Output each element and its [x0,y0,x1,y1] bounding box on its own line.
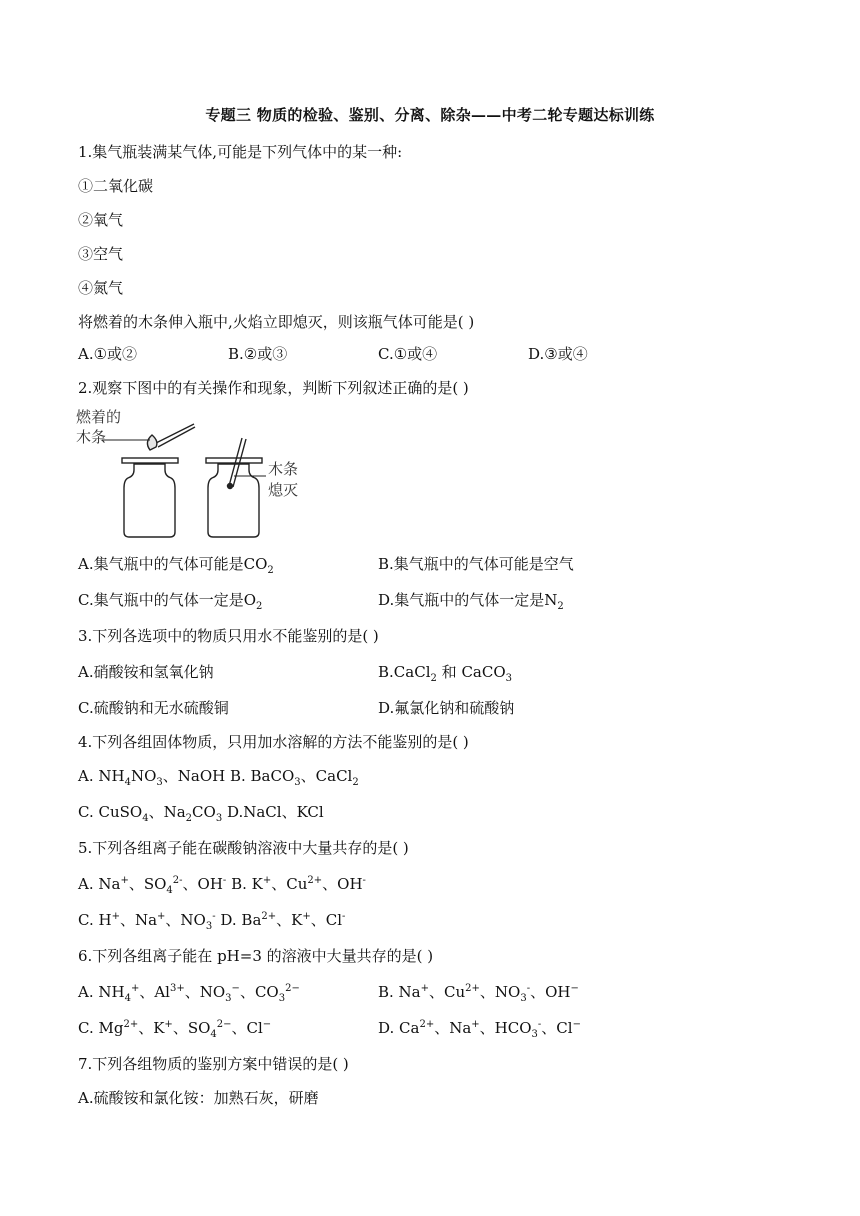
q5-option-cd: C. H+、Na+、$NO_3^-$ D. $Ba^{2+}$、K+、Cl- [78,911,346,932]
q3-option-b: B.CaCl$_2$ 和 CaCO$_3$ [378,663,513,684]
q2-option-d: D.集气瓶中的气体一定是$N_2$ [378,591,564,612]
q7-option-a: A.硫酸铵和氯化铵：加熟石灰，研磨 [78,1089,319,1107]
q1-item-2: ②氧气 [78,211,124,229]
q2-option-b: B.集气瓶中的气体可能是空气 [378,555,574,573]
right-bottle-plate [206,458,262,463]
q1-option-a: A.①或② [78,345,138,363]
q1-option-b: B.②或③ [228,345,288,363]
left-bottle [124,464,175,537]
q2-stem: 2.观察下图中的有关操作和现象，判断下列叙述正确的是( ) [78,379,469,397]
q1-option-c: C.①或④ [378,345,438,363]
q6-option-d: D. $Ca^{2+}$、Na+、$HCO_3^-$、Cl− [378,1019,581,1040]
q4-option-ab: A. $NH_4NO_3$、NaOH B. BaCO$_3$、CaCl$_2$ [78,767,359,788]
q1-option-d: D.③或④ [528,345,588,363]
q2-option-a: A.集气瓶中的气体可能是$CO_2$ [78,555,274,576]
q3-option-c: C.硫酸钠和无水硫酸铜 [78,699,229,717]
q3-option-a: A.硝酸铵和氢氧化钠 [78,663,214,681]
q1-stem: 1.集气瓶装满某气体,可能是下列气体中的某一种: [78,143,403,161]
q3-option-d: D.氟氯化钠和硫酸钠 [378,699,515,717]
burning-splint [156,424,194,443]
page-title: 专题三 物质的检验、鉴别、分离、除杂——中考二轮专题达标训练 [205,106,655,124]
left-bottle-plate [122,458,178,463]
label-extinguished-2: 熄灭 [268,482,299,499]
right-bottle [208,464,259,537]
q5-stem: 5.下列各组离子能在碳酸钠溶液中大量共存的是( ) [78,839,409,857]
q6-option-a: A. $NH_4^+$、$Al^{3+}$、$NO_3^-$、$CO_3^{2-}$ [78,983,300,1004]
q1-question: 将燃着的木条伸入瓶中,火焰立即熄灭，则该瓶气体可能是( ) [78,313,475,331]
q6-option-c: C. $Mg^{2+}$、K+、$SO_4^{2-}$、Cl− [78,1019,272,1040]
q4-stem: 4.下列各组固体物质，只用加水溶解的方法不能鉴别的是( ) [78,733,469,751]
q2-option-c: C.集气瓶中的气体一定是$O_2$ [78,591,263,612]
q7-stem: 7.下列各组物质的鉴别方案中错误的是( ) [78,1055,349,1073]
gas-bottle-figure [74,404,314,544]
q6-option-b: B. Na+、$Cu^{2+}$、$NO_3^-$、OH− [378,983,579,1004]
label-extinguished-1: 木条 [268,461,299,478]
q1-item-4: ④氮气 [78,279,124,297]
label-burning-1: 燃着的 [76,409,122,426]
q3-stem: 3.下列各选项中的物质只用水不能鉴别的是( ) [78,627,379,645]
q6-stem: 6.下列各组离子能在 pH=3 的溶液中大量共存的是( ) [78,947,434,965]
q1-item-3: ③空气 [78,245,124,263]
flame [147,435,156,450]
label-burning-2: 木条 [76,429,107,446]
q4-option-cd: C. CuSO$_4$、$Na_2CO_3$ D.NaCl、KCl [78,803,324,824]
q1-item-1: ①二氧化碳 [78,177,154,195]
q5-option-ab: A. Na+、$SO_4^{2-}$、OH- B. K+、$Cu^{2+}$、OH- [78,875,366,896]
